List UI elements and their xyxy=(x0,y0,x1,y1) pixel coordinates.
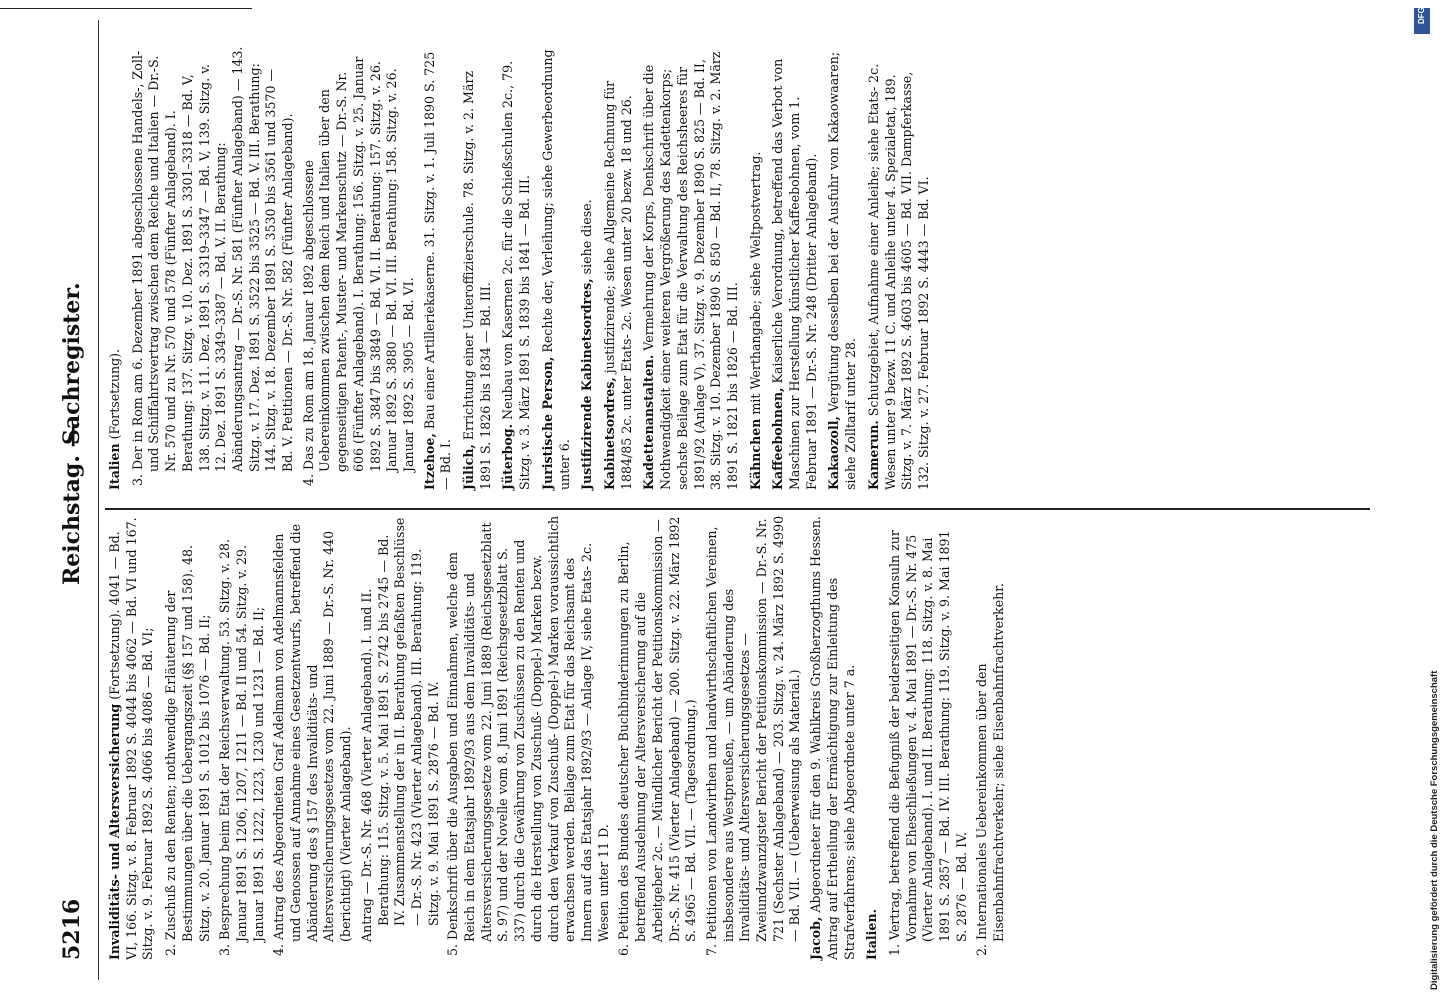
register-entry xyxy=(826,45,859,490)
register-entry xyxy=(422,45,455,490)
entry-heading: Juristische Person, xyxy=(539,356,555,490)
entry-heading: Jülich, xyxy=(461,444,477,490)
register-subentry: 6. Petition des Bundes deutscher Buchbinderinnungen zu Berlin, betreffend Ausdehnung der Altersversicherung auf die Arbeitgeber 2c. — Mündlicher Bericht der Petitionskommission — Dr.-S. Nr. 415 (Vierter Anlageband) — 200. Sitzg. v. 22. März 1892 S. 4965 — Bd. VII. — (Tagesordnung.) xyxy=(616,516,699,956)
dfg-logo: DFG xyxy=(1414,8,1430,34)
register-subentry: Antrag — Dr.-S. Nr. 468 (Vierter Anlageband). I. und II. Berathung: 115. Sitzg. v. 5. Mai 1891 S. 2742 bis 2745 — Bd. IV. Zusammenstellung der in II. Berathung gefaßten Beschlüsse — Dr.-S. Nr. 423 (Vierter Anlageband). III. Berathung: 119. Sitzg. v. 9. Mai 1891 S. 2876 — Bd. IV. xyxy=(358,517,441,942)
register-subentry: 4. Antrag des Abgeordneten Graf Adelmann von Adelmannsfelden und Genossen auf Annahme eines Gesetzentwurfs, betreffend die Abänderung des § 157 des Invaliditäts- und Altersversicherungsgesetzes vom 22. Juni 1889 — Dr.-S. Nr. 440 (berichtigt) (Vierter Anlageband). xyxy=(271,523,354,956)
digitization-credit xyxy=(1412,0,1440,1000)
entry-heading: Jüterbog. xyxy=(500,424,516,490)
register-entry xyxy=(748,45,765,490)
entry-heading: Kähnchen xyxy=(747,418,763,490)
entry-heading: Italien. xyxy=(864,909,880,960)
left-column xyxy=(107,515,1367,960)
entry-text: Bau einer Artilleriekaserne. 31. Sitzg. v. 1. Juli 1890 S. 725 — Bd. I. xyxy=(421,51,454,490)
register-entry xyxy=(540,45,573,490)
funding-note: Digitalisierung gefördert durch die Deutsche Forschungsgemeinschaft xyxy=(1429,670,1440,990)
entry-text: (Fortsetzung). 4041 — Bd. VI, 166. Sitzg. v. 8. Februar 1892 S. 4044 bis 4062 — Bd. VI und 167. Sitzg. v. 9. Februar 1892 S. 4066 bis 4086 — Bd. VI; xyxy=(107,517,156,960)
page-number: 5216 xyxy=(59,898,85,960)
register-entry xyxy=(808,515,858,960)
entry-text: Rechte der, Verleihung; siehe Gewerbeordnung unter 6. xyxy=(539,49,572,490)
entry-heading: Kaffeebohnen, xyxy=(770,387,786,490)
column-separator xyxy=(105,508,1370,510)
register-subentry: 3. Besprechung beim Etat der Reichsverwaltung. 53. Sitzg. v. 28. Januar 1891 S. 1206, 1207, 1211 — Bd. II und 54. Sitzg. v. 29. Januar 1891 S. 1222, 1223, 1230 und 1231 — Bd. II; xyxy=(217,539,266,956)
entry-heading: Kamerun. xyxy=(865,420,881,490)
entry-heading: Invaliditäts- und Altersversicherung xyxy=(107,703,122,960)
register-entry xyxy=(579,45,596,490)
register-page xyxy=(45,20,1375,980)
entry-text: Neubau von Kasernen 2c. für die Schießschulen 2c., 79. Sitzg. v. 3. März 1891 S. 1839 bis 1841 — Bd. III. xyxy=(500,60,533,490)
entry-text: Errichtung einer Unteroffizierschule. 78. Sitzg. v. 2. März 1891 S. 1826 bis 1834 — Bd. III. xyxy=(461,70,493,490)
entry-heading: Itzehoe, xyxy=(421,433,437,490)
register-entry xyxy=(602,45,635,490)
register-entry xyxy=(107,515,157,960)
register-subentry: 1. Vertrag, betreffend die Befugniß der beiderseitigen Konsuln zur Vornahme von Eheschließungen v. 4. Mai 1891 — Dr.-S. Nr. 475 (Vierter Anlageband). I. und II. Berathung: 118. Sitzg. v. 8. Mai 1891 S. 2857 — Bd. IV. III. Berathung: 119. Sitzg. v. 9. Mai 1891 S. 2876 — Bd. IV. xyxy=(886,530,969,956)
entry-text: Schutzgebiet, Aufnahme einer Anleihe; siehe Etats- 2c. Wesen unter 9 bezw. 11 C. und Anleihe unter 4. Spezialetat, 189. Sitzg. v. 7. März 1892 S. 4603 bis 4605 — Bd. VII. Dampferkasse, 132. Sitzg. v. 27. Februar 1892 S. 4443 — Bd. VI. xyxy=(865,63,931,490)
register-entry xyxy=(866,45,933,490)
entry-text: justifizirende; siehe Allgemeine Rechnung für 1884/85 2c. unter Etats- 2c. Wesen unter 20 bezw. 18 und 26. xyxy=(601,80,634,490)
entry-text: Vergütung desselben bei der Ausfuhr von Kakaowaaren; siehe Zolltarif unter 28. xyxy=(826,51,859,490)
entry-text: (Fortsetzung). xyxy=(107,348,122,440)
entry-text: siehe diese. xyxy=(579,199,595,275)
page-header xyxy=(45,20,101,980)
entry-text: Abgeordneter für den 9. Wahlkreis Großherzogthums Hessen. Antrag auf Ertheilung der Ermächtigung zur Einleitung des Strafverfahrens; siehe Abgeordnete unter 7 a. xyxy=(808,516,857,960)
register-subentry: 2. Zuschuß zu den Renten; nothwendige Erläuterung der Bestimmungen über die Uebergangszeit (§§ 157 und 158). 48. Sitzg. v. 20. Januar 1891 S. 1012 bis 1076 — Bd. II; xyxy=(163,545,212,956)
register-entry xyxy=(461,45,494,490)
entry-heading: Italien xyxy=(107,443,122,490)
register-entry xyxy=(770,45,820,490)
entry-text: mit Werthangabe; siehe Weltpostvertrag. xyxy=(747,151,763,415)
register-entry xyxy=(500,45,533,490)
register-subentry: 2. Internationales Uebereinkommen über den Eisenbahnfrachtverkehr; siehe Eisenbahnfrachtverkehr. xyxy=(974,583,1007,956)
entry-text: Vermehrung der Korps, Denkschrift über die Nothwendigkeit einer weiteren Vergrößerung des Kadettenkorps; sechste Beilage zum Etat für die Verwaltung des Reichsheeres für 1891/92 (Anlage V), 37. Sitzg. v. 9. Dezember 1890 S. 825 — Bd. II, 38. Sitzg. v. 10. Dezember 1890 S. 850 — Bd. II, 78. Sitzg. v. 2. März 1891 S. 1821 bis 1826 — Bd. III. xyxy=(641,51,740,490)
top-rule xyxy=(0,8,252,9)
register-subentry: 3. Der in Rom am 6. Dezember 1891 abgeschlossene Handels-, Zoll- und Schiffahrtsvertrag zwischen dem Reiche und Italien — Dr.-S. Nr. 570 und zu Nr. 570 und 578 (Fünfter Anlageband). I. Berathung: 137. Sitzg. v. 10. Dez. 1891 S. 3301–3318 — Bd. V, 138. Sitzg. v. 11. Dez. 1891 S. 3319–3347 — Bd. V, 139. Sitzg. v. 12. Dez. 1891 S. 3349–3387 — Bd. V. II. Berathung: Abänderungsantrag — Dr.-S. Nr. 581 (Fünfter Anlageband) — 143. Sitzg. v. 17. Dez. 1891 S. 3522 bis 3525 — Bd. V. III. Berathung: 144. Sitzg. v. 18. Dezember 1891 S. 3530 bis 3561 und 3570 — Bd. V. Petitionen — Dr.-S. Nr. 582 (Fünfter Anlageband). xyxy=(129,46,296,486)
running-title: Reichstag. — xyxy=(59,425,85,585)
entry-heading: Kabinetsordres, xyxy=(601,377,617,490)
entry-heading: Justifizirende Kabinetsordres, xyxy=(579,278,595,490)
header-rule xyxy=(98,20,99,980)
entry-heading: Kadettenanstalten. xyxy=(641,354,657,490)
right-column xyxy=(107,45,1367,490)
entry-heading: Kakaozoll, xyxy=(826,416,842,490)
register-entry xyxy=(107,45,124,490)
entry-text: Kaiserliche Verordnung, betreffend das Verbot von Maschinen zur Herstellung künstlicher Kaffeebohnen, vom 1. Februar 1891 — Dr.-S. Nr. 248 (Dritter Anlageband). xyxy=(770,58,819,490)
register-subentry: 7. Petitionen von Landwirthen und landwirthschaftlichen Vereinen, insbesondere aus Westpreußen, — um Abänderung des Invaliditäts- und Altersversicherungsgesetzes — Zweiundzwanzigster Bericht der Petitionskommission — Dr.-S. Nr. 721 (Sechster Anlageband) — 203. Sitzg. v. 24. März 1892 S. 4990 — Bd. VII. — (Ueberweisung als Material.) xyxy=(703,515,803,956)
register-subentry: 5. Denkschrift über die Ausgaben und Einnahmen, welche dem Reich in dem Etatsjahr 1892/93 aus dem Invaliditäts- und Altersversicherungsgesetze vom 22. Juni 1889 (Reichsgesetzblatt S. 97) und der Novelle vom 8. Juni 1891 (Reichsgesetzblatt S. 337) durch die Gewährung von Zuschüssen zu den Renten und durch die Herstellung von Zuschuß- (Doppel-) Marken bezw. durch den Verkauf von Zuschuß- (Doppel-) Marken voraussichtlich erwachsen werden. Beilage zum Etat für das Reichsamt des Innern auf das Etatsjahr 1892/93 — Anlage IV, siehe Etats- 2c. Wesen unter 11 D. xyxy=(445,515,611,956)
entry-heading: Jacob, xyxy=(808,916,824,960)
register-subentry: 4. Das zu Rom am 18. Januar 1892 abgeschlossene Uebereinkommen zwischen dem Reich und Italien über den gegenseitigen Patent-, Muster- und Markenschutz — Dr.-S. Nr. 606 (Fünfter Anlageband). I. Berathung: 156. Sitzg. v. 25. Januar 1892 S. 3847 bis 3849 — Bd. VI. II. Berathung: 157. Sitzg. v. 26. Januar 1892 S. 3880 — Bd. VI. III. Berathung: 158. Sitzg. v. 26. Januar 1892 S. 3905 — Bd. VI. xyxy=(300,56,416,486)
register-entry xyxy=(864,515,881,960)
running-subtitle: Sachregister. xyxy=(59,282,85,445)
register-entry xyxy=(641,45,741,490)
